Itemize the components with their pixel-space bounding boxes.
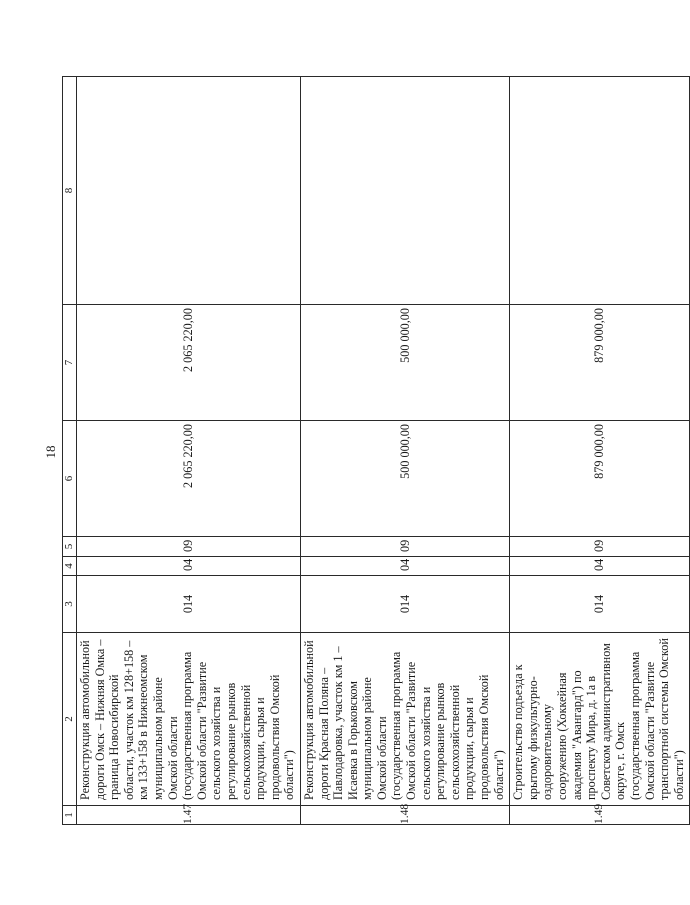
header-cell-2: 2 (63, 633, 77, 806)
header-cell-4: 4 (63, 557, 77, 576)
row-amount-col6: 879 000,00 (510, 421, 690, 537)
row-code-admin: 014 (300, 576, 509, 633)
row-code-section: 04 (300, 557, 509, 576)
row-code-admin: 014 (510, 576, 690, 633)
row-code-section: 04 (77, 557, 301, 576)
header-cell-6: 6 (63, 421, 77, 537)
header-cell-3: 3 (63, 576, 77, 633)
row-col8 (77, 77, 301, 305)
row-code-section: 04 (510, 557, 690, 576)
row-col8 (300, 77, 509, 305)
row-col8 (510, 77, 690, 305)
row-code-subsection: 09 (300, 537, 509, 557)
row-number: 1.47 (77, 806, 301, 825)
row-description: Строительство подъезда к крытому физкультурно-оздоровительному сооружению (Хоккейная академия "Авангард") по проспекту Мира, д. 1а в Советском административном округе, г. Омск (государственная программа Омской области "Развитие транспортной системы Омской области") (510, 633, 690, 806)
budget-table (62, 76, 690, 825)
header-cell-8: 8 (63, 77, 77, 305)
row-amount-col7: 879 000,00 (510, 305, 690, 421)
page-number: 18 (43, 445, 58, 459)
row-amount-col7: 500 000,00 (300, 305, 509, 421)
row-code-admin: 014 (77, 576, 301, 633)
row-number: 1.49 (510, 806, 690, 825)
header-cell-1: 1 (63, 806, 77, 825)
row-amount-col6: 2 065 220,00 (77, 421, 301, 537)
row-description: Реконструкция автомобильной дороги Омск – Нижняя Омка – граница Новосибирской области, участок км 128+158 – км 133+158 в Нижнеомском муниципальном районе Омской области (государственная программа Омской области "Развитие сельского хозяйства и регулирование рынков сельскохозяйственной продукции, сырья и продовольствия Омской области") (77, 633, 301, 806)
row-number: 1.48 (300, 806, 509, 825)
table-row (510, 77, 690, 825)
table-row (300, 77, 509, 825)
row-code-subsection: 09 (510, 537, 690, 557)
header-cell-5: 5 (63, 537, 77, 557)
header-cell-7: 7 (63, 305, 77, 421)
table-row (77, 77, 301, 825)
row-description: Реконструкция автомобильной дороги Красная Поляна – Павлодаровка, участок км 1 – Исаевка в Горьковском муниципальном районе Омской области (государственная программа Омской области "Развитие сельского хозяйства и регулирование рынков сельскохозяйственной продукции, сырья и продовольствия Омской области") (300, 633, 509, 806)
row-amount-col6: 500 000,00 (300, 421, 509, 537)
table-header-row (63, 77, 77, 825)
row-code-subsection: 09 (77, 537, 301, 557)
row-amount-col7: 2 065 220,00 (77, 305, 301, 421)
